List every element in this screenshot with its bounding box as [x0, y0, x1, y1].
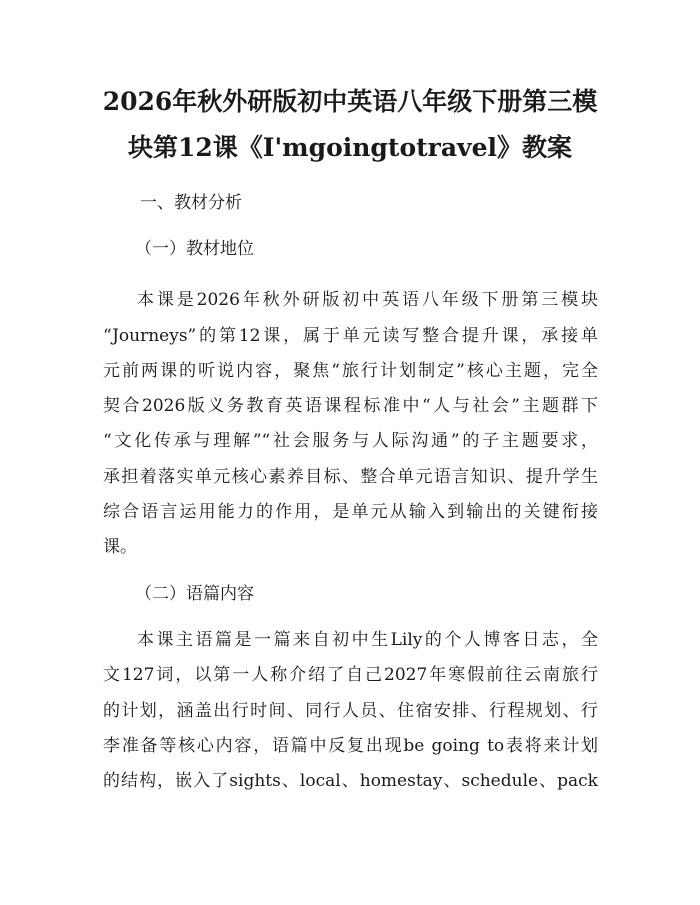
paragraph-line: 本课是2026年秋外研版初中英语八年级下册第三模块 — [137, 290, 598, 310]
document-title-line-2: 块第12课《I'mgoingtotravel》教案 — [128, 133, 572, 162]
document-title-line-1: 2026年秋外研版初中英语八年级下册第三模 — [102, 87, 598, 116]
paragraph-line: 文127词，以第一人称介绍了自己2027年寒假前往云南旅行 — [103, 665, 598, 685]
subsection-heading-text-content: （二）语篇内容 — [135, 584, 254, 604]
paragraph-line: “文化传承与理解”“社会服务与人际沟通”的子主题要求， — [103, 431, 598, 451]
paragraph-line: “Journeys”的第12课，属于单元读写整合提升课，承接单 — [103, 326, 598, 346]
paragraph-line: 的结构，嵌入了sights、local、homestay、schedule、pack — [103, 771, 598, 791]
paragraph-line: 李准备等核心内容，语篇中反复出现be going to表将来计划 — [103, 736, 598, 756]
paragraph-line: 契合2026版义务教育英语课程标准中“人与社会”主题群下 — [103, 396, 598, 416]
paragraph-line: 本课主语篇是一篇来自初中生Lily的个人博客日志，全 — [137, 630, 598, 650]
subsection-heading-textbook-position: （一）教材地位 — [135, 239, 254, 259]
section-heading-textbook-analysis: 一、教材分析 — [140, 193, 242, 213]
paragraph-line: 元前两课的听说内容，聚焦“旅行计划制定”核心主题，完全 — [103, 361, 598, 381]
paragraph-line: 的计划，涵盖出行时间、同行人员、住宿安排、行程规划、行 — [103, 701, 598, 721]
paragraph-line: 综合语言运用能力的作用，是单元从输入到输出的关键衔接 — [103, 502, 598, 522]
paragraph-line: 课。 — [103, 537, 137, 557]
paragraph-line: 承担着落实单元核心素养目标、整合单元语言知识、提升学生 — [103, 467, 598, 487]
